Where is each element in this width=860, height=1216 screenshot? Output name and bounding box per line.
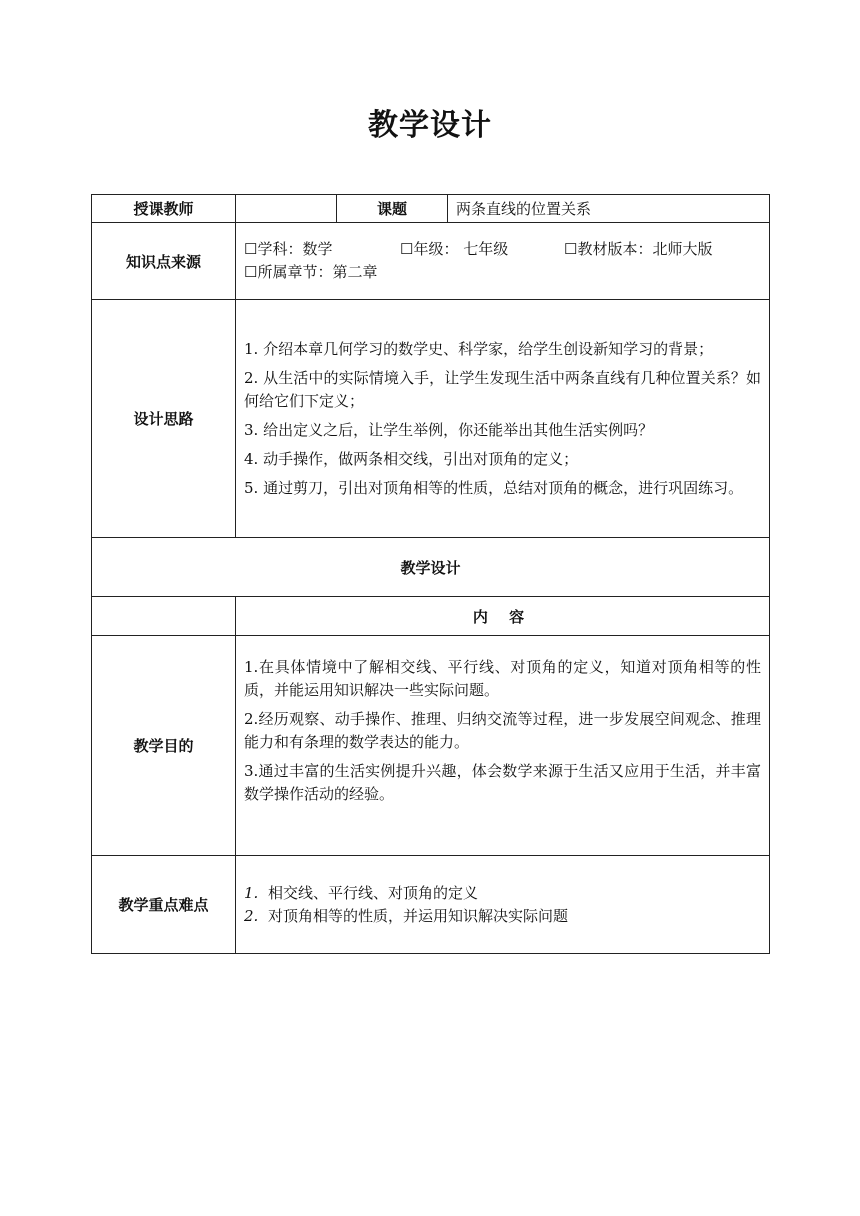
topic-value: 两条直线的位置关系	[448, 195, 770, 223]
teacher-label: 授课教师	[92, 195, 236, 223]
objectives-content	[236, 636, 770, 856]
subject-checkbox-item: ☐学科：数学	[244, 240, 333, 258]
source-line-1	[244, 238, 761, 261]
design-ideas-label: 设计思路	[92, 300, 236, 538]
objectives-row	[92, 636, 770, 856]
content-header-label: 内 容	[236, 597, 770, 636]
objectives-label: 教学目的	[92, 636, 236, 856]
source-row	[92, 223, 770, 300]
source-content	[236, 223, 770, 300]
edition-checkbox-item: ☐教材版本：北师大版	[564, 240, 713, 258]
design-idea-item: 2. 从生活中的实际情境入手，让学生发现生活中两条直线有几种位置关系？如何给它们下定义；	[244, 368, 761, 410]
grade-checkbox-item: ☐年级： 七年级	[400, 240, 509, 258]
design-idea-item: 4. 动手操作，做两条相交线，引出对顶角的定义；	[244, 449, 579, 468]
objective-item: 2.经历观察、动手操作、推理、归纳交流等过程，进一步发展空间观念、推理能力和有条理的数学表达的能力。	[244, 710, 761, 751]
design-idea-item: 1. 介绍本章几何学习的数学史、科学家，给学生创设新知学习的背景；	[244, 339, 714, 358]
design-heading: 教学设计	[92, 538, 770, 597]
design-idea-item: 5. 通过剪刀，引出对顶角相等的性质，总结对顶角的概念，进行巩固练习。	[244, 478, 744, 497]
teacher-value	[236, 195, 337, 223]
page-title: 教学设计	[368, 108, 492, 143]
design-heading-row	[92, 538, 770, 597]
key-point-text: 对顶角相等的性质，并运用知识解决实际问题	[268, 906, 569, 925]
key-point-number: 1.	[244, 883, 259, 902]
lesson-plan-table	[91, 194, 770, 954]
design-ideas-row	[92, 300, 770, 538]
key-points-row	[92, 856, 770, 954]
key-points-content	[236, 856, 770, 954]
objective-item: 3.通过丰富的生活实例提升兴趣，体会数学来源于生活又应用于生活，并丰富数学操作活动的经验。	[244, 762, 761, 803]
design-ideas-content	[236, 300, 770, 538]
key-point-item	[244, 905, 761, 928]
header-row	[92, 195, 770, 223]
key-point-number: 2.	[244, 906, 259, 925]
key-points-label: 教学重点难点	[92, 856, 236, 954]
topic-label: 课题	[337, 195, 448, 223]
source-label: 知识点来源	[92, 223, 236, 300]
key-point-item	[244, 882, 761, 905]
objective-item: 1.在具体情境中了解相交线、平行线、对顶角的定义，知道对顶角相等的性质，并能运用知识解决一些实际问题。	[244, 658, 761, 699]
content-header-row	[92, 597, 770, 636]
key-point-text: 相交线、平行线、对顶角的定义	[268, 883, 479, 902]
content-header-left	[92, 597, 236, 636]
design-idea-item: 3. 给出定义之后，让学生举例，你还能举出其他生活实例吗？	[244, 420, 654, 439]
chapter-checkbox-item: ☐所属章节：第二章	[244, 263, 378, 281]
